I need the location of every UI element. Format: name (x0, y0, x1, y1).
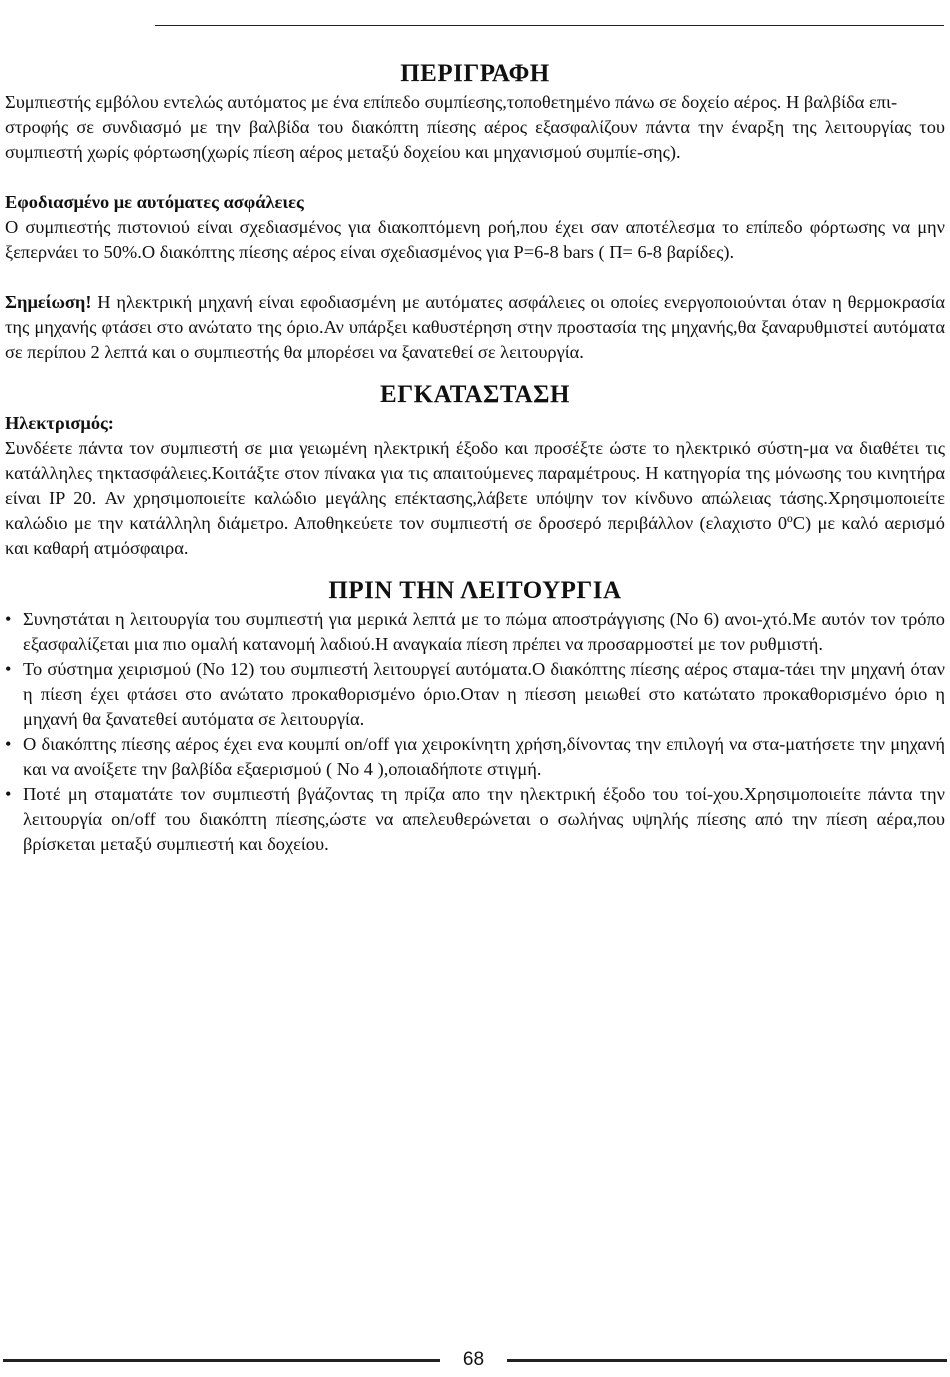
list-item-text: Το σύστημα χειρισμού (No 12) του συμπιεστή λειτουργεί αυτόματα.Ο διακόπτης πίεσης αέρος σταμα-τάει την μηχανή όταν η πίεση έχει φτάσει στο ανώτατο προκαθορισμένο όριο.Οταν η πίεσση μειωθεί στο κατώτατο προκαθορισμένο όριο η μηχανή θα ξανατεθεί αυτόματα σε λειτουργία. (23, 659, 945, 729)
note-paragraph (5, 290, 945, 365)
bullet-icon: • (5, 784, 12, 804)
list-item (5, 607, 945, 657)
before-operation-heading: ΠΡΙΝ ΤΗΝ ΛΕΙΤΟΥΡΓΙΑ (328, 577, 622, 604)
electrical-paragraph: Συνδέετε πάντα τον συμπιεστή σε μια γειωμένη ηλεκτρική έξοδο και προσέξτε ώστε το ηλεκτρικό σύστη-μα να διαθέτει τις κατάλληλες τηκτασφάλειες.Κοιτάξτε στον πίνακα για τις απαιτούμενες παραμέτρους. Η κατηγορία της μόνωσης του κινητήρα είναι IP 20. Αν χρησιμοποιείτε καλώδιο μεγάλης επέκτασης,λάβετε υπόψην τον κίνδυνο απώλειας τάσης.Χρησιμοποιείτε καλώδιο με την κατάλληλη διάμετρο. Αποθηκεύετε τον συμπιεστή σε δροσερό περιβάλλον (ελαχιστο 0ºC) με καλό αερισμό και καθαρή ατμόσφαιρα. (5, 438, 945, 558)
list-item (5, 657, 945, 732)
footer-rule-left (3, 1359, 440, 1362)
list-item-text: Ο διακόπτης πίεσης αέρος έχει ενα κουμπί on/off για χειροκίνητη χρήση,δίνοντας την επιλογή να στα-ματήσετε την μηχανή και να ανοίξετε την βαλβίδα εξαερισμού ( No 4 ),οποιαδήποτε στιγμή. (23, 734, 945, 779)
spacer (5, 365, 945, 379)
bullet-icon: • (5, 609, 12, 629)
page-content (5, 58, 945, 857)
operation-bullet-list (5, 607, 945, 857)
safety-subheading: Εφοδιασμένο με αυτόματες ασφάλειες (5, 192, 304, 212)
description-heading: ΠΕΡΙΓΡΑΦΗ (400, 60, 550, 87)
bullet-icon: • (5, 734, 12, 754)
footer-rule-right (507, 1359, 947, 1362)
note-label: Σημείωση! (5, 292, 92, 312)
bullet-icon: • (5, 659, 12, 679)
list-item (5, 732, 945, 782)
note-text: Η ηλεκτρική μηχανή είναι εφοδιασμένη με αυτόματες ασφάλειες οι οποίες ενεργοποιούνται όταν η θερμοκρασία της μηχανής φτάσει στο ανώτατο της όριο.Αν υπάρξει καθυστέρηση στην προστασία της μηχανής,θα ξαναρυθμιστεί αυτόματα σε περίπου 2 λεπτά και ο συμπιεστής θα μπορέσει να ξανατεθεί σε λειτουργία. (5, 292, 945, 362)
list-item-text: Ποτέ μη σταματάτε τον συμπιεστή βγάζοντας τη πρίζα απο την ηλεκτρική έξοδο του τοί-χου.Χρησιμοποιείτε πάντα την λειτουργία on/off του διακόπτη πίεσης,ώστε να απελευθερώνεται ο σωλήνας υψηλής πίεσης από την πίεση αέρα,που βρίσκεται μεταξύ συμπιεστή και δοχείου. (23, 784, 945, 854)
spacer (5, 561, 945, 575)
page-footer (0, 1346, 950, 1374)
installation-heading: ΕΓΚΑΤΑΣΤΑΣΗ (380, 381, 570, 408)
header-rule (155, 25, 944, 26)
description-section (5, 58, 945, 365)
description-intro-line1: Συμπιεστής εμβόλου εντελώς αυτόματος με ένα επίπεδο συμπίεσης,τοποθετημένο πάνω σε δοχείο αέρος. Η βαλβίδα επι- (5, 92, 898, 112)
safety-paragraph: Ο συμπιεστής πιστονιού είναι σχεδιασμένος για διακοπτόμενη ροή,που έχει σαν αποτέλεσμα το επίπεδο φόρτωσης να μην ξεπερνάει το 50%.Ο διακόπτης πίεσης αέρος είναι σχεδιασμένος για P=6-8 bars ( Π= 6-8 βαρίδες). (5, 217, 945, 262)
installation-section (5, 379, 945, 561)
electrical-subheading: Ηλεκτρισμός: (5, 413, 114, 433)
spacer (5, 265, 945, 290)
list-item-text: Συνηστάται η λειτουργία του συμπιεστή για μερικά λεπτά με το πώμα αποστράγγισης (No 6) ανοι-χτό.Με αυτόν τον τρόπο εξασφαλίζεται μια πιο ομαλή κατανομή λαδιού.Η αναγκαία πίεση πρέπει να προσαρμοστεί με τον ρυθμιστή. (23, 609, 945, 654)
spacer (5, 165, 945, 190)
list-item (5, 782, 945, 857)
description-intro-line2: στροφής σε συνδιασμό με την βαλβίδα του διακόπτη πίεσης αέρος εξασφαλίζουν πάντα την έναρξη της λειτουργίας του συμπιεστή χωρίς φόρτωση(χωρίς πίεση αέρος μεταξύ δοχείου και μηχανισμού συμπίε-σης). (5, 117, 945, 162)
before-operation-section (5, 575, 945, 857)
page-number: 68 (462, 1349, 485, 1370)
